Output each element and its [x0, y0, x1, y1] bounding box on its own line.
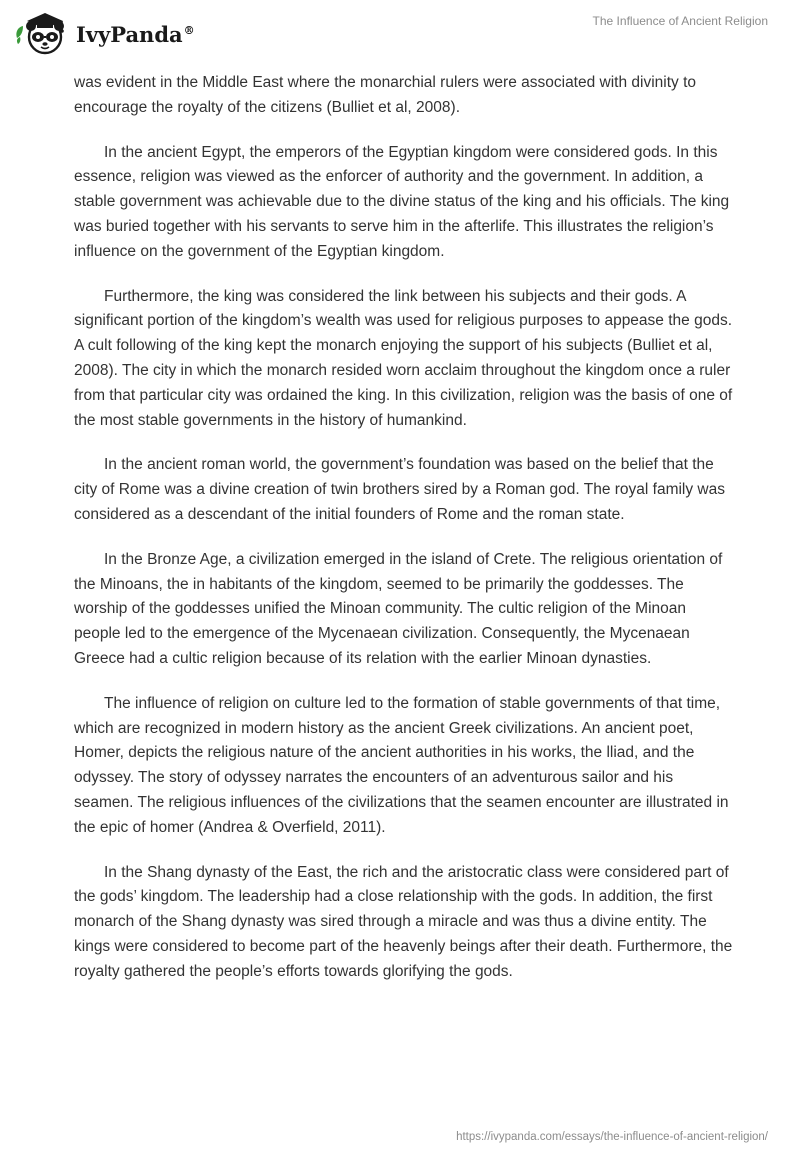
- paragraph-egypt: In the ancient Egypt, the emperors of the Egyptian kingdom were considered gods. In this essence, religion was viewed as the enforcer of authority and the government. In addition, a stable government was achievable due to the divine status of the king and his officials. The king was buried together with his servants to serve him in the afterlife. This illustrates the religion’s influence on the government of the Egyptian kingdom.: [74, 143, 730, 260]
- source-url-link[interactable]: https://ivypanda.com/essays/the-influence-of-ancient-religion/: [456, 1131, 768, 1143]
- logo-wordmark: IvyPanda®: [76, 21, 195, 47]
- paragraph-shang: In the Shang dynasty of the East, the rich and the aristocratic class were considered part of the gods’ kingdom. The leadership had a close relationship with the gods. In addition, the first monarch of the Shang dynasty was sired through a miracle and was thus a divine entity. The kings were considered to become part of the heavenly beings after their death. Furthermore, the royalty gathered the people’s efforts towards glorifying the gods.: [74, 863, 733, 980]
- panda-graduate-icon: [14, 8, 72, 58]
- ivypanda-logo[interactable]: [14, 7, 234, 59]
- page-header: [0, 0, 800, 70]
- paragraph-king-link: Furthermore, the king was considered the link between his subjects and their gods. A significant portion of the kingdom’s wealth was used for religious purposes to appease the gods. A cult following of the king kept the monarch enjoying the support of his subjects (Bulliet et al, 2008). The city in which the monarch resided worn acclaim throughout the kingdom once a ruler from that particular city was ordained the king. In this civilization, religion was the basis of one of the most stable governments in the history of humankind.: [74, 287, 733, 429]
- paragraph-bronze-age: In the Bronze Age, a civilization emerged in the island of Crete. The religious orientation of the Minoans, the in habitants of the kingdom, seemed to be primarily the goddesses. The worship of the goddesses unified the Minoan community. The cultic religion of the Minoan people led to the emergence of the Mycenaean civilization. Consequently, the Mycenaean Greece had a cultic religion because of its relation with the earlier Minoan dynasties.: [74, 550, 723, 667]
- paragraph-rome: In the ancient roman world, the government’s foundation was based on the belief that the city of Rome was a divine creation of twin brothers sired by a Roman god. The royal family was considered as a descendant of the initial founders of Rome and the roman state.: [74, 456, 725, 523]
- paragraph-continuation: was evident in the Middle East where the monarchial rulers were associated with divinity to encourage the royalty of the citizens (Bulliet et al, 2008).: [74, 74, 697, 116]
- paragraph-greek: The influence of religion on culture led to the formation of stable governments of that time, which are recognized in modern history as the ancient Greek civilizations. An ancient poet, Homer, depicts the religious nature of the ancient authorities in his works, the lliad, and the odyssey. The story of odyssey narrates the encounters of an adventurous sailor and his seamen. The religious influences of the civilizations that the seamen encounter are illustrated in the epic of homer (Andrea & Overfield, 2011).: [74, 694, 729, 836]
- essay-body: [74, 71, 734, 1005]
- document-title: The Influence of Ancient Religion: [592, 14, 768, 28]
